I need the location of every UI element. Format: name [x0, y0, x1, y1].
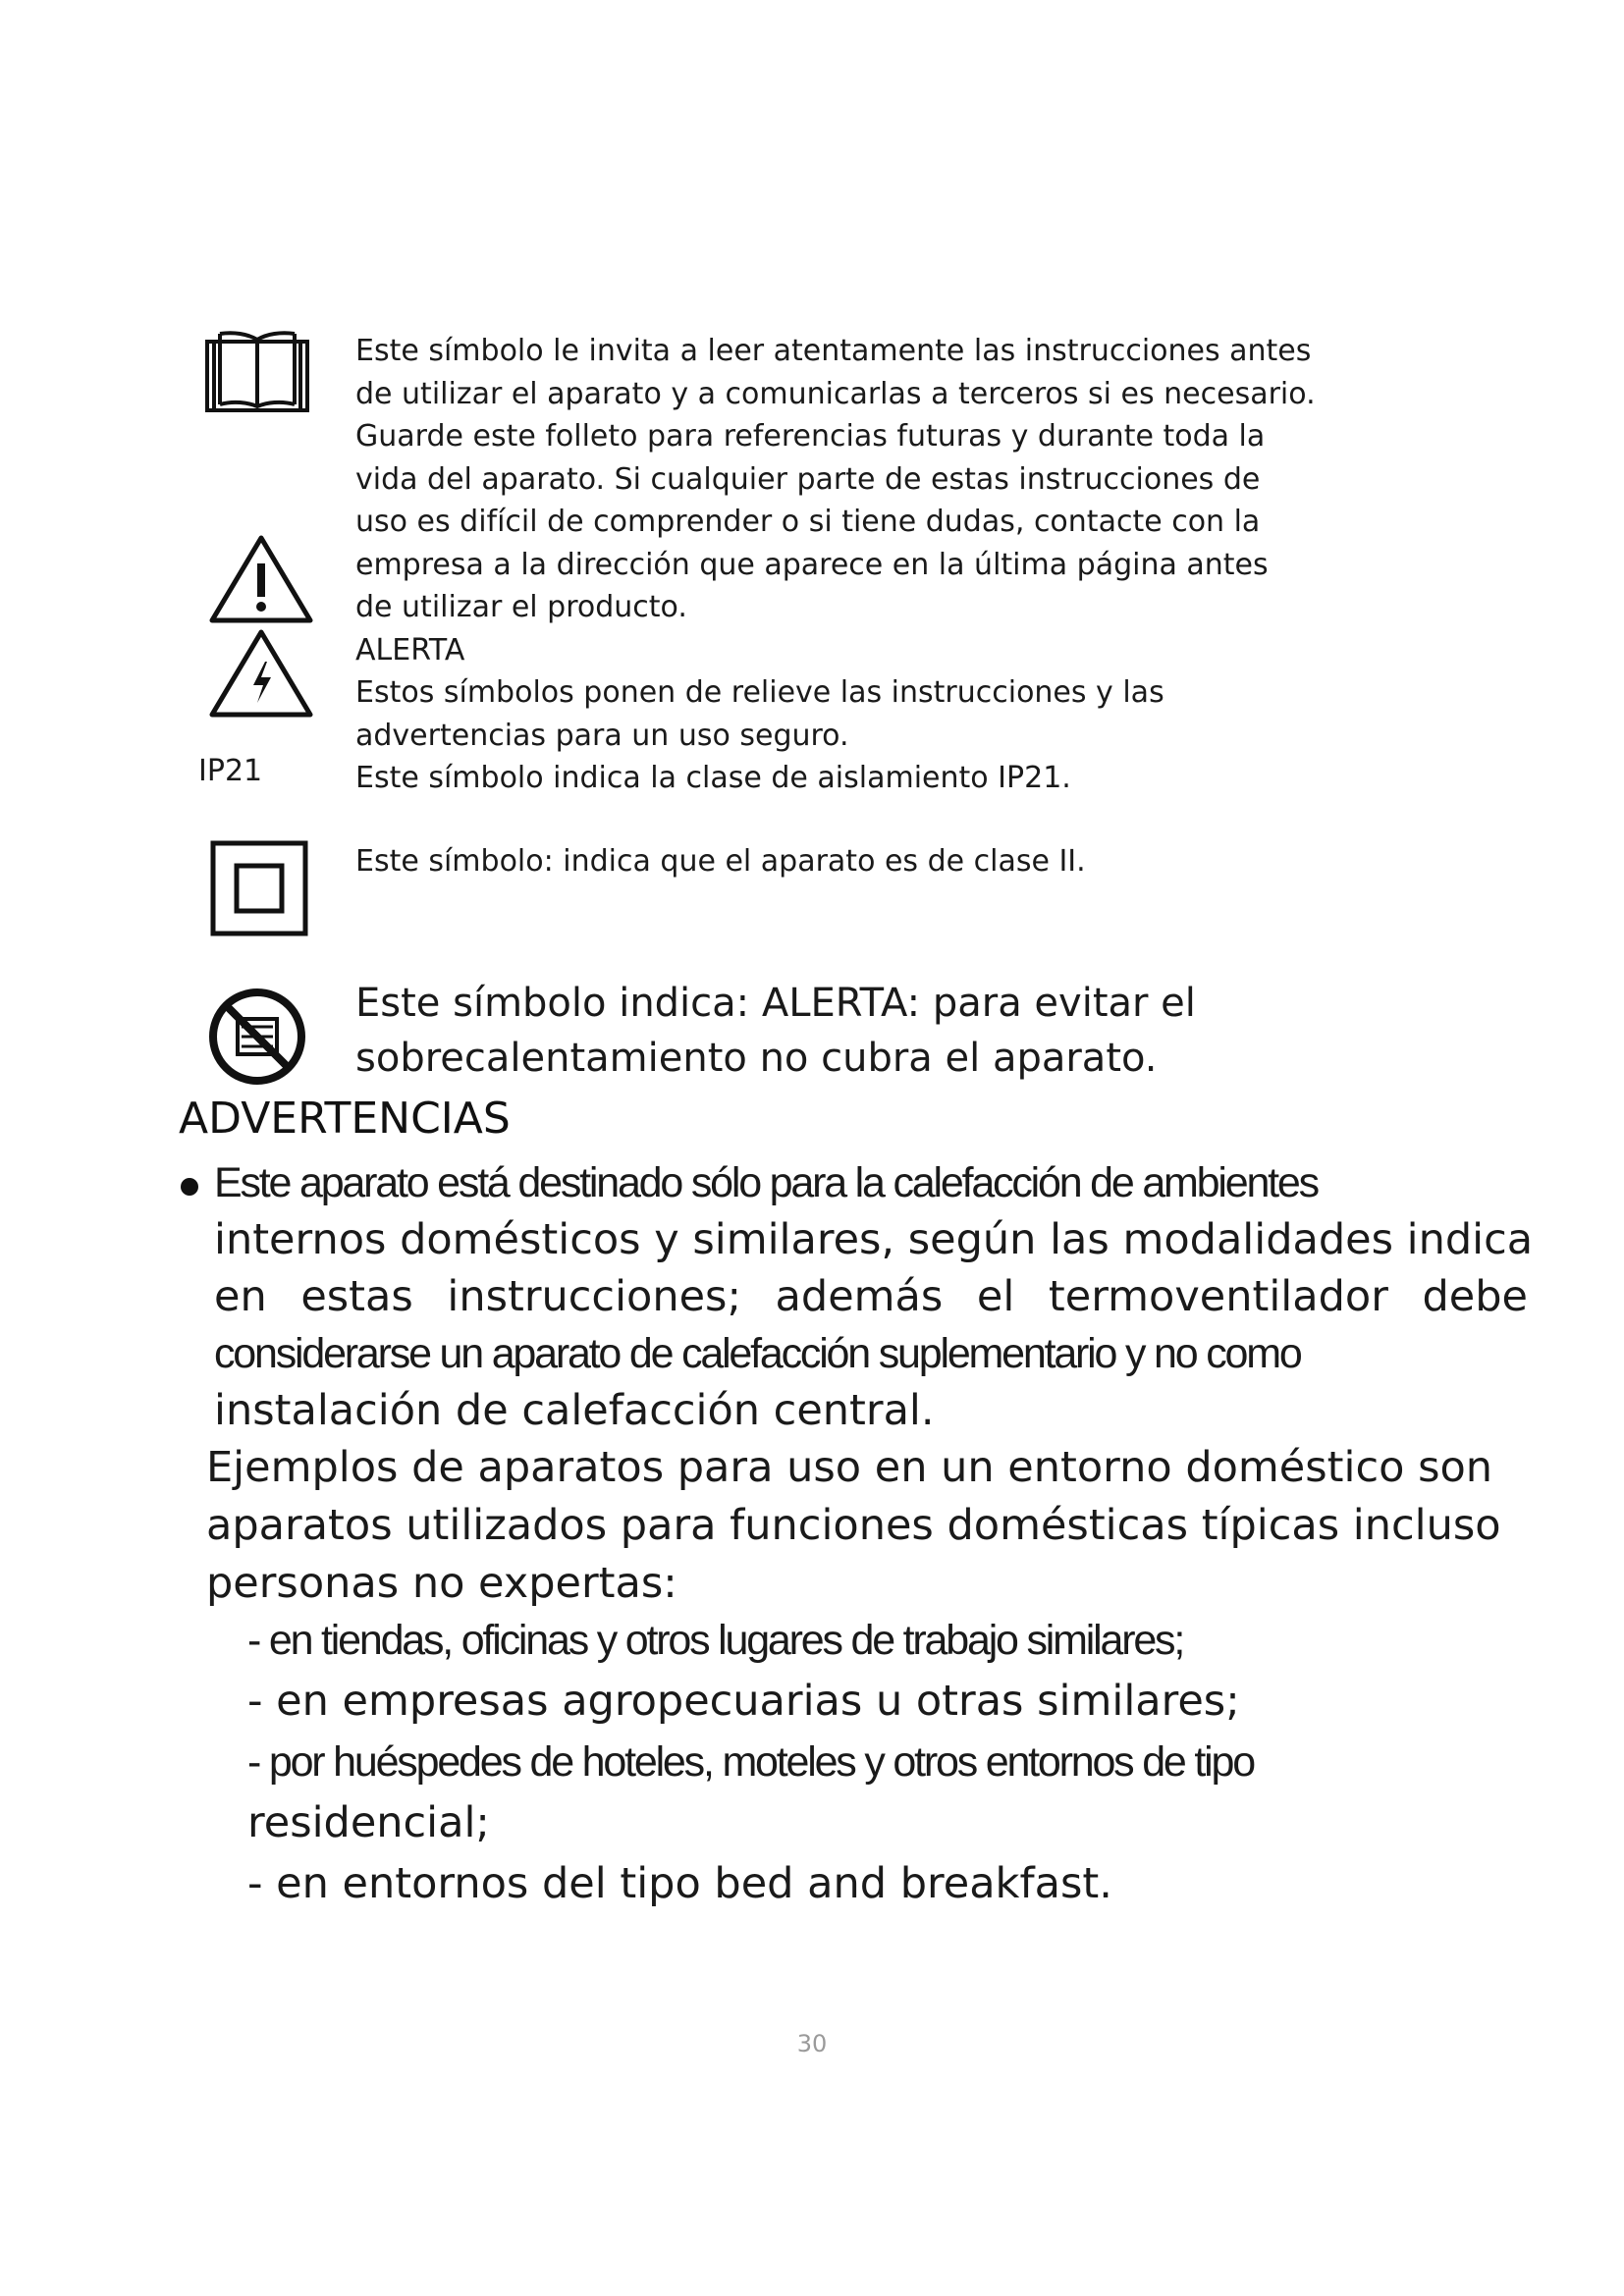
text-line: Este símbolo indica: ALERTA: para evitar el	[355, 981, 1196, 1026]
text-line: empresa a la dirección que aparece en la última página antes	[355, 547, 1269, 582]
read-instructions-text	[355, 330, 1386, 800]
text-line: vida del aparato. Si cualquier parte de estas instrucciones de	[355, 461, 1261, 497]
bullet-icon	[181, 1178, 198, 1196]
book-icon	[204, 330, 310, 414]
class-ii-icon	[210, 840, 308, 936]
do-not-cover-icon	[206, 986, 308, 1088]
text-line: advertencias para un uso seguro.	[355, 718, 849, 753]
examples-list	[247, 1610, 1524, 1914]
alert-label: ALERTA	[355, 632, 465, 667]
text-line: uso es difícil de comprender o si tiene dudas, contacte con la	[355, 505, 1261, 539]
text-line: considerarse un aparato de calefacción suplementario y no como	[214, 1330, 1301, 1377]
text-line: de utilizar el aparato y a comunicarlas a terceros si es necesario.	[355, 376, 1316, 411]
text-line: aparatos utilizados para funciones domésticas típicas incluso	[206, 1501, 1501, 1550]
ip21-label: IP21	[198, 754, 263, 788]
text-line: en estas instrucciones; además el termoventilador debe	[214, 1272, 1528, 1321]
examples-paragraph	[206, 1439, 1600, 1613]
text-line: Este símbolo: indica que el aparato es de clase II.	[355, 844, 1086, 879]
text-line: Este símbolo le invita a leer atentamente las instrucciones antes	[355, 334, 1312, 368]
text-line: Este aparato está destinado sólo para la calefacción de ambientes	[214, 1159, 1318, 1206]
text-line: personas no expertas:	[206, 1559, 677, 1608]
list-item: - en entornos del tipo bed and breakfast.	[247, 1859, 1112, 1908]
text-line: de utilizar el producto.	[355, 590, 687, 624]
text-line: Estos símbolos ponen de relieve las instrucciones y las	[355, 675, 1164, 710]
page-number: 30	[796, 2030, 828, 2057]
exclamation-warning-icon	[208, 534, 314, 624]
class-ii-description	[355, 840, 1386, 883]
list-item: residencial;	[247, 1798, 490, 1847]
warning-bullet-text	[214, 1154, 1624, 1439]
text-line: Guarde este folleto para referencias futuras y durante toda la	[355, 419, 1266, 454]
ip-description: Este símbolo indica la clase de aislamiento IP21.	[355, 761, 1071, 795]
no-cover-description	[355, 976, 1485, 1086]
warnings-heading: ADVERTENCIAS	[179, 1094, 511, 1144]
text-line: sobrecalentamiento no cubra el aparato.	[355, 1036, 1158, 1081]
list-item: - en empresas agropecuarias u otras similares;	[247, 1677, 1240, 1726]
list-item: - por huéspedes de hoteles, moteles y otros entornos de tipo	[247, 1738, 1254, 1786]
text-line: internos domésticos y similares, según las modalidades indica	[214, 1215, 1534, 1264]
list-item: - en tiendas, oficinas y otros lugares de trabajo similares;	[247, 1617, 1184, 1664]
text-line: instalación de calefacción central.	[214, 1386, 935, 1435]
electric-warning-icon	[208, 628, 314, 719]
text-line: Ejemplos de aparatos para uso en un entorno doméstico son	[206, 1443, 1493, 1492]
